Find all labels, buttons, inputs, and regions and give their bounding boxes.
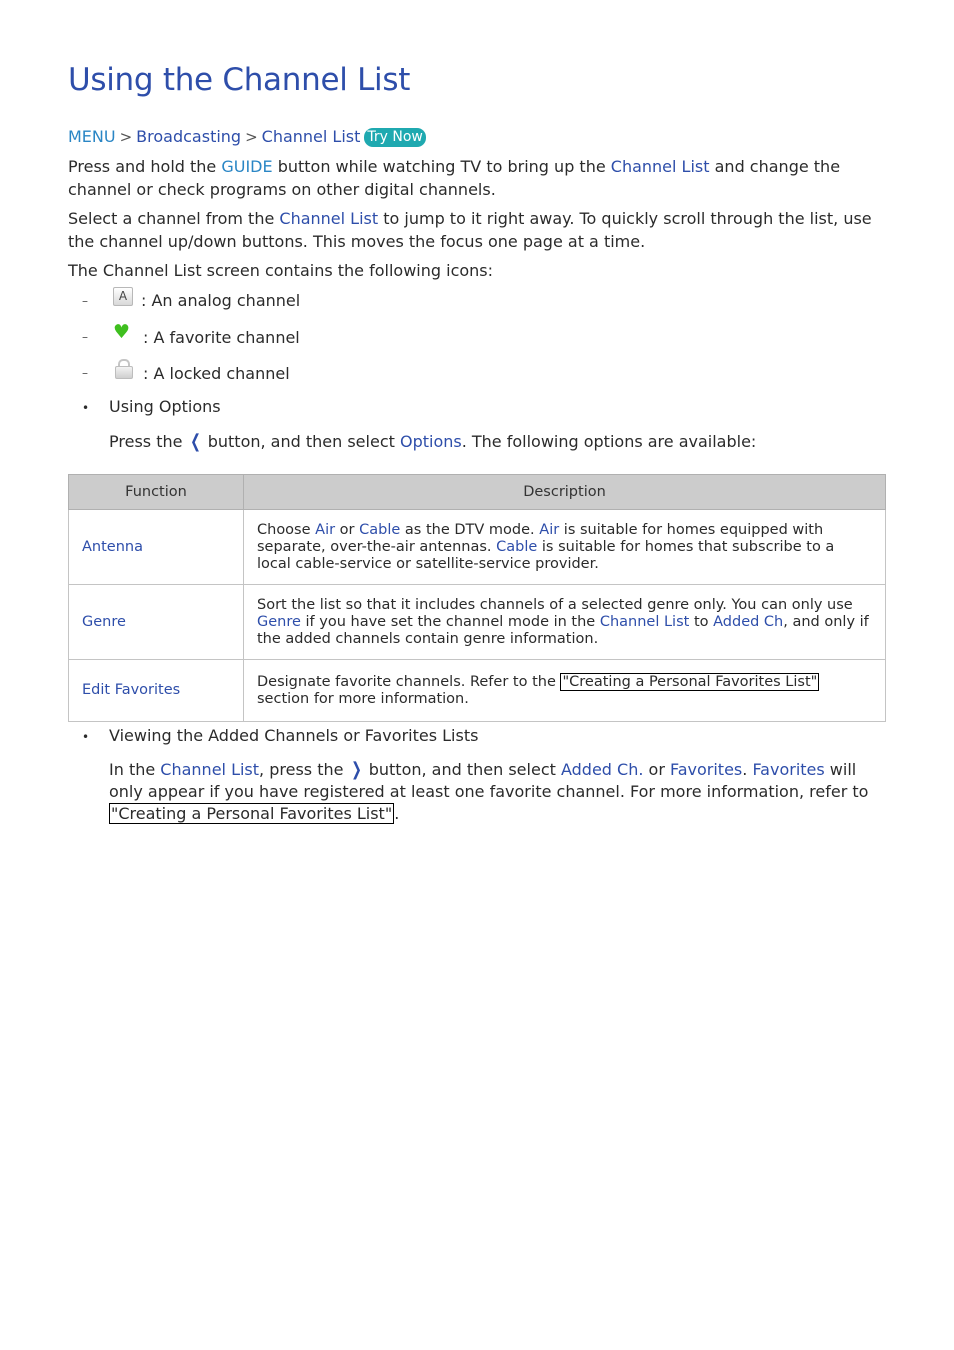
- text: if you have set the channel mode in the: [300, 613, 600, 630]
- favorites-keyword: Favorites: [752, 760, 825, 779]
- cable-keyword: Cable: [359, 521, 401, 538]
- channel-list-link[interactable]: Channel List: [610, 157, 710, 176]
- text: Choose: [257, 521, 316, 538]
- text: section for more information.: [257, 690, 469, 707]
- channel-list-link[interactable]: Channel List: [279, 209, 379, 228]
- text: to: [689, 613, 714, 630]
- text: as the DTV mode.: [400, 521, 540, 538]
- text: , press the: [259, 760, 349, 779]
- description-genre: [244, 585, 886, 660]
- breadcrumb-menu[interactable]: MENU: [68, 127, 116, 146]
- options-link[interactable]: Options: [399, 432, 462, 451]
- bullet-icon: •: [82, 730, 90, 744]
- channel-list-keyword: Channel List: [599, 613, 690, 630]
- table-row: [69, 510, 886, 585]
- icon-row-favorite: [82, 321, 300, 347]
- table-row: [69, 660, 886, 722]
- dash: –: [82, 366, 88, 380]
- text: Press and hold the: [68, 157, 222, 176]
- text: will only appear if you have registered at least one favorite channel. For more information, refer to: [109, 760, 869, 801]
- header-description: Description: [244, 475, 886, 510]
- text: and change the channel or check programs on other digital channels.: [68, 157, 841, 199]
- channel-list-link[interactable]: Channel List: [160, 760, 260, 779]
- dash: –: [82, 330, 88, 344]
- air-keyword: Air: [315, 521, 336, 538]
- text: Sort the list so that it includes channels of a selected genre only. You can only use: [257, 596, 853, 613]
- section-heading: Using Options: [109, 397, 221, 416]
- table-header-row: [69, 475, 886, 510]
- options-paragraph: [109, 430, 756, 453]
- breadcrumb-channel-list[interactable]: Channel List: [261, 127, 361, 146]
- added-ch-link[interactable]: Added Ch.: [560, 760, 644, 779]
- text: or: [335, 521, 360, 538]
- description-edit-favorites: [244, 660, 886, 722]
- function-edit-favorites: Edit Favorites: [69, 660, 244, 722]
- text: Press the: [109, 432, 188, 451]
- viewing-paragraph: [109, 759, 869, 825]
- guide-keyword: GUIDE: [221, 157, 273, 176]
- text: button, and then select: [363, 760, 561, 779]
- breadcrumb: [68, 127, 426, 147]
- try-now-button[interactable]: Try Now: [364, 128, 425, 147]
- text: .: [742, 760, 753, 779]
- cable-keyword: Cable: [496, 538, 538, 555]
- chevron-right-icon: ❯: [350, 759, 362, 780]
- text: , and only if the added channels contain genre information.: [257, 613, 869, 647]
- header-function: Function: [69, 475, 244, 510]
- bullet-icon: •: [82, 401, 90, 415]
- text: is suitable for homes that subscribe to a local cable-service or satellite-service provider.: [257, 538, 835, 572]
- text: . The following options are available:: [461, 432, 757, 451]
- table-row: [69, 585, 886, 660]
- description-antenna: [244, 510, 886, 585]
- text: to jump to it right away. To quickly scroll through the list, use the channel up/down buttons. This moves the focus one page at a time.: [68, 209, 872, 251]
- page-title: Using the Channel List: [68, 62, 411, 98]
- intro-paragraph: [68, 155, 858, 201]
- bullet-viewing-lists: [82, 726, 478, 748]
- text: .: [394, 804, 400, 823]
- air-keyword: Air: [539, 521, 560, 538]
- select-paragraph: [68, 207, 878, 253]
- icon-row-locked: [82, 363, 290, 383]
- chevron-right-icon: >: [245, 128, 258, 146]
- added-ch-keyword: Added Ch: [713, 613, 784, 630]
- heart-icon: ♥: [113, 321, 131, 343]
- analog-channel-label: : An analog channel: [141, 291, 301, 310]
- icon-row-analog: [82, 291, 300, 310]
- dash: –: [82, 293, 88, 308]
- text: is suitable for homes equipped with separate, over-the-air antennas.: [257, 521, 824, 555]
- breadcrumb-broadcasting[interactable]: Broadcasting: [136, 127, 242, 146]
- chevron-left-icon: ❮: [189, 431, 201, 452]
- bullet-using-options: [82, 397, 221, 419]
- genre-keyword: Genre: [257, 613, 301, 630]
- locked-channel-label: : A locked channel: [143, 363, 290, 383]
- function-genre: Genre: [69, 585, 244, 660]
- text: In the: [109, 760, 161, 779]
- options-table: [68, 474, 886, 722]
- text: button, and then select: [202, 432, 400, 451]
- favorite-channel-label: : A favorite channel: [143, 327, 300, 347]
- section-heading: Viewing the Added Channels or Favorites Lists: [109, 726, 479, 745]
- favorites-list-xref-link[interactable]: "Creating a Personal Favorites List": [562, 673, 818, 690]
- text: or: [643, 760, 670, 779]
- lock-icon: [113, 359, 135, 379]
- chevron-right-icon: >: [119, 128, 133, 146]
- favorites-link[interactable]: Favorites: [669, 760, 743, 779]
- text: button while watching TV to bring up the: [272, 157, 611, 176]
- favorites-list-xref-link[interactable]: "Creating a Personal Favorites List": [111, 804, 393, 823]
- text: Designate favorite channels. Refer to the: [257, 673, 561, 690]
- text: Select a channel from the: [68, 209, 280, 228]
- function-antenna: Antenna: [69, 510, 244, 585]
- icons-intro: The Channel List screen contains the following icons:: [68, 261, 494, 280]
- analog-channel-icon: A: [113, 287, 133, 306]
